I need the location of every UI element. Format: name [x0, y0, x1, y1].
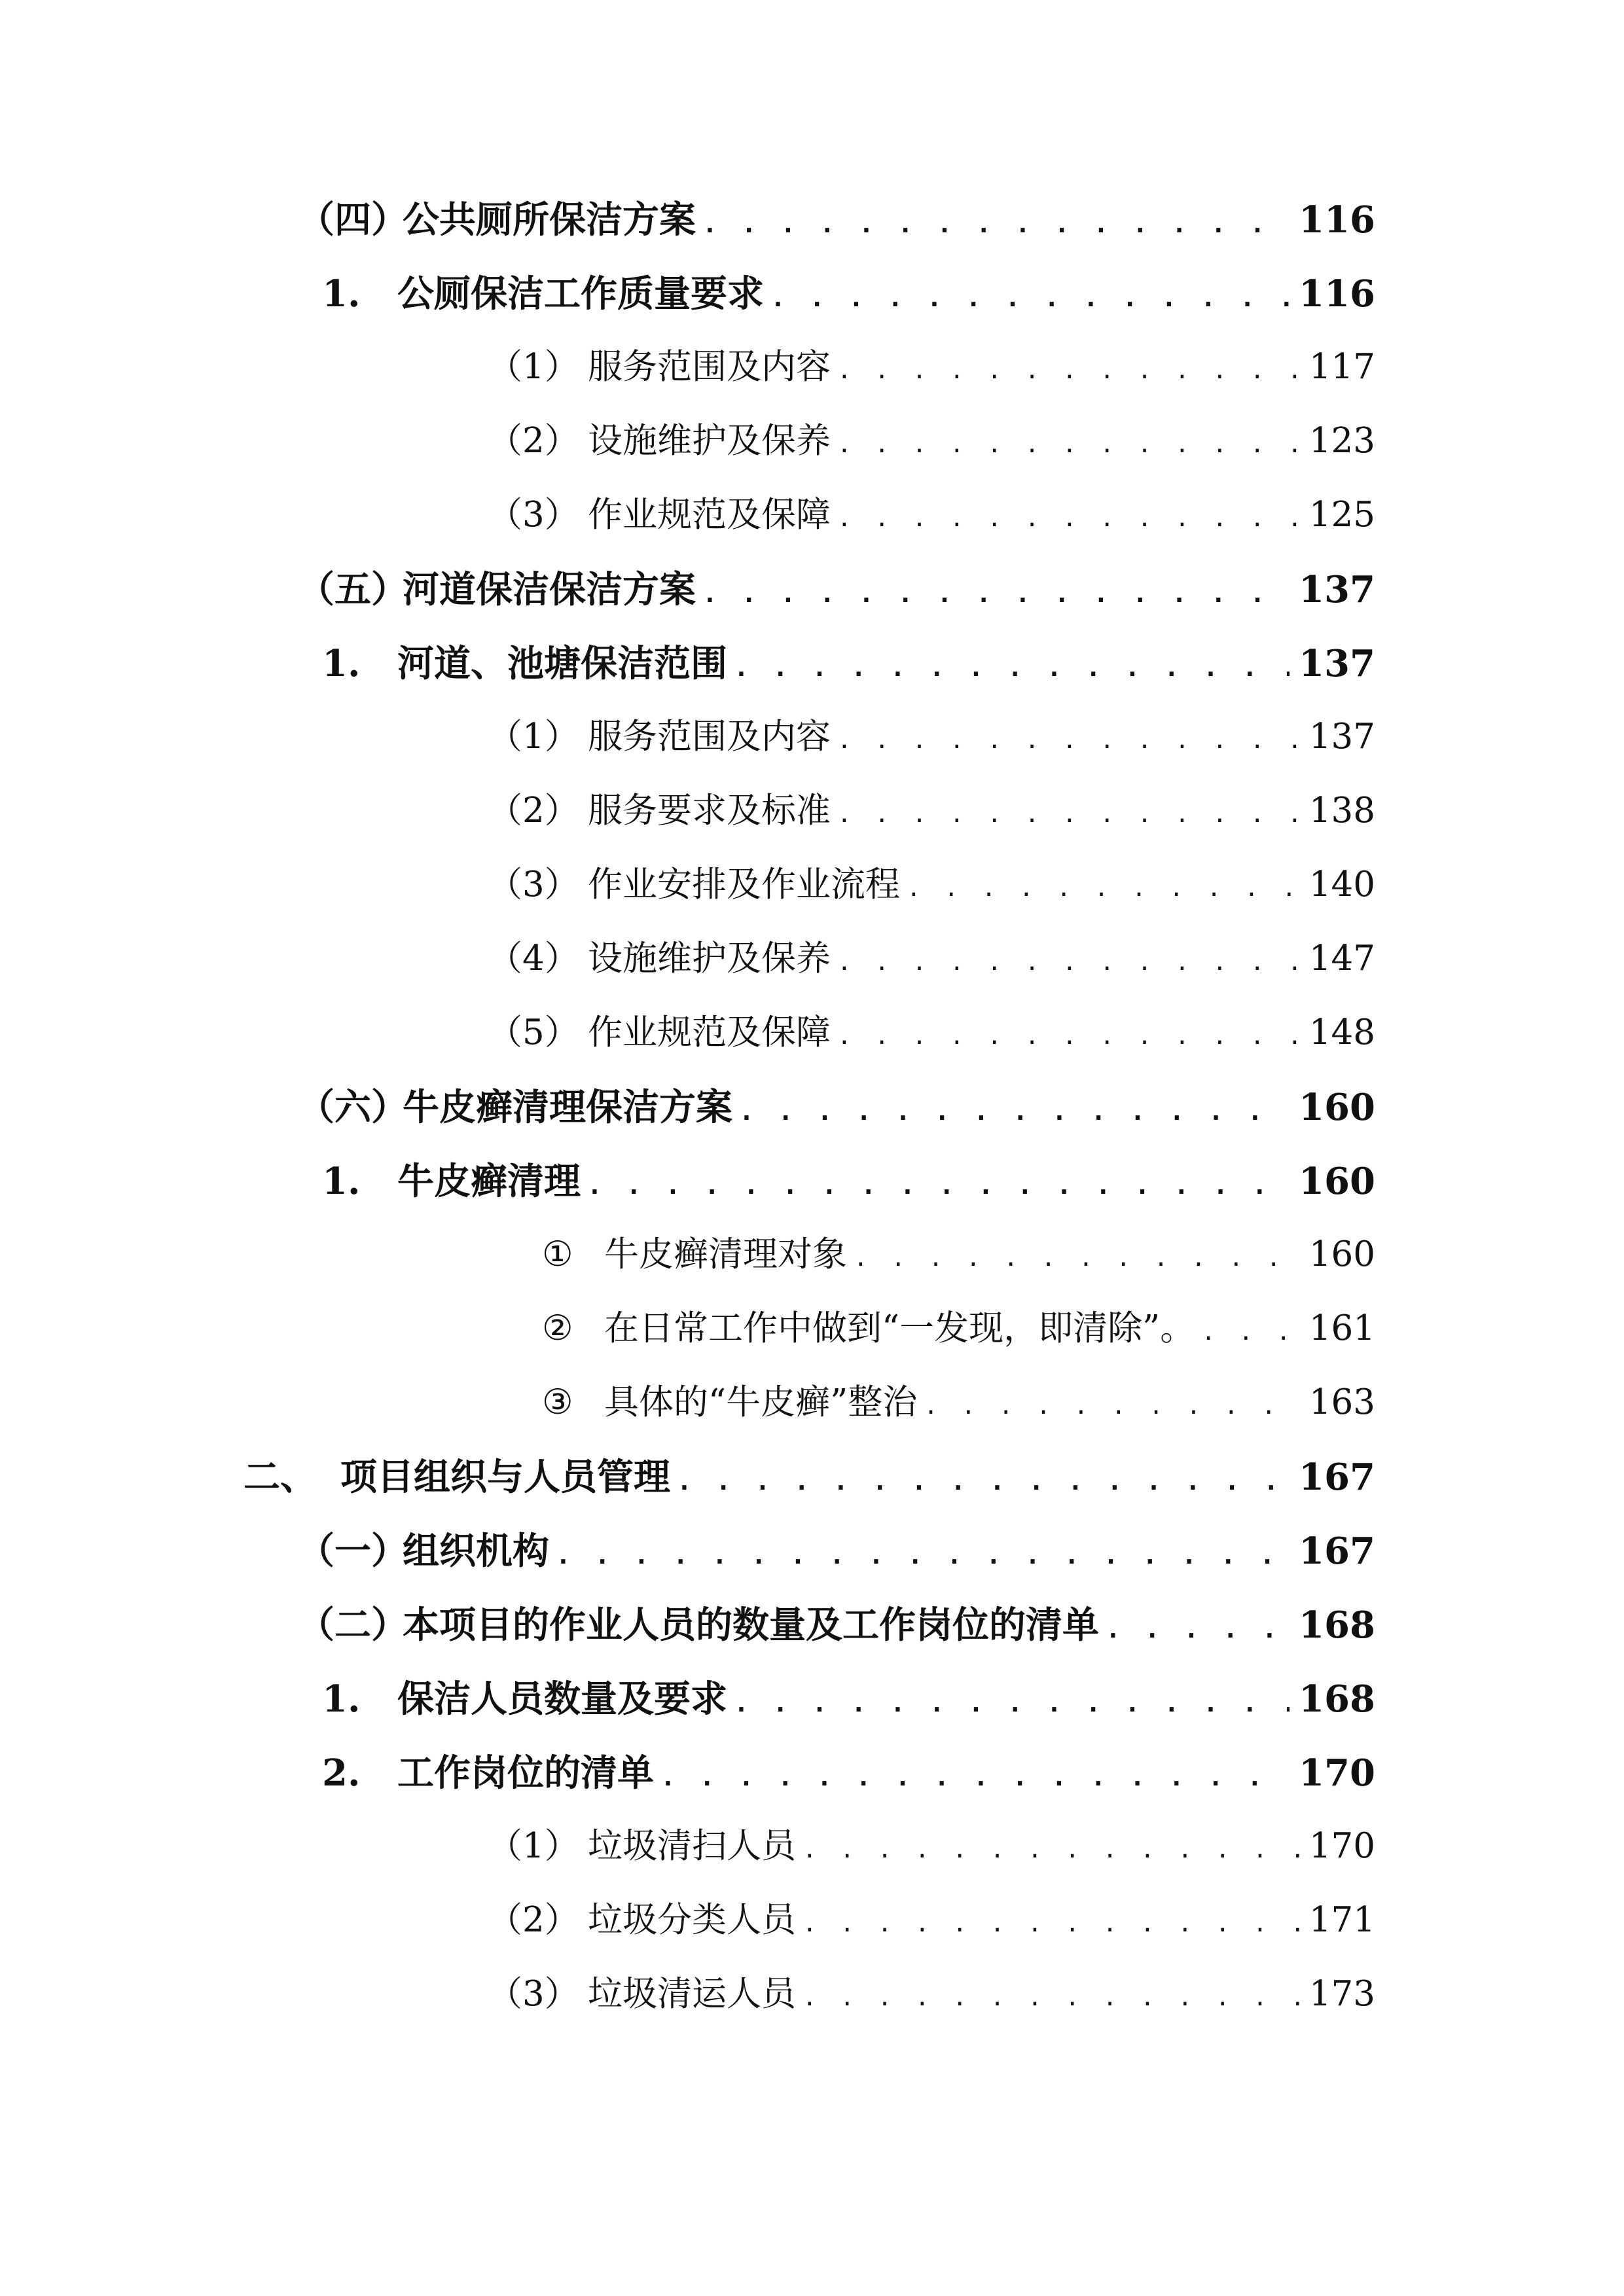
- toc-entry-number: （3）: [488, 1974, 579, 2014]
- toc-entry-title: 牛皮癣清理: [397, 1160, 581, 1203]
- toc-entry-title: 垃圾清扫人员: [588, 1826, 796, 1866]
- toc-entry-title: 河道保洁保洁方案: [403, 568, 696, 611]
- dot-leader: [734, 1689, 1290, 1717]
- dot-leader: [837, 1023, 1300, 1050]
- toc-entry[interactable]: [322, 635, 1375, 687]
- toc-entry-page: 167: [1299, 1530, 1375, 1573]
- toc-entry[interactable]: [244, 1448, 1375, 1501]
- toc-entry-title: 工作岗位的清单: [397, 1751, 654, 1795]
- toc-entry-number: （四）: [298, 198, 408, 242]
- toc-entry[interactable]: [488, 1005, 1375, 1057]
- toc-entry-title: 设施维护及保养: [588, 421, 831, 461]
- toc-entry[interactable]: [488, 709, 1375, 761]
- toc-entry[interactable]: [488, 783, 1375, 835]
- toc-entry-page: 116: [1299, 198, 1375, 242]
- toc-entry-page: 168: [1299, 1604, 1375, 1647]
- toc-entry[interactable]: [322, 1744, 1375, 1797]
- toc-entry-page: 171: [1308, 1900, 1375, 1940]
- toc-entry-page: 117: [1308, 347, 1375, 387]
- toc-entry[interactable]: [322, 265, 1375, 317]
- dot-leader: [734, 653, 1290, 682]
- dot-leader: [677, 1467, 1290, 1496]
- toc-entry[interactable]: [322, 1153, 1375, 1205]
- dot-leader: [770, 283, 1290, 312]
- dot-leader: [837, 505, 1300, 532]
- toc-entry-page: 163: [1308, 1382, 1375, 1422]
- toc-entry-title: 牛皮癣清理对象: [604, 1234, 847, 1274]
- toc-entry[interactable]: [488, 931, 1375, 983]
- toc-entry-page: 160: [1308, 1234, 1375, 1274]
- dot-leader: [702, 209, 1290, 238]
- toc-entry-title: 设施维护及保养: [588, 939, 831, 978]
- toc-entry-page: 125: [1308, 495, 1375, 535]
- toc-entry-number: 1.: [322, 1677, 361, 1721]
- toc-entry-number: （1）: [488, 1826, 579, 1866]
- toc-entry-number: 1.: [322, 1160, 361, 1203]
- toc-entry-number: （1）: [488, 347, 579, 387]
- toc-entry-page: 170: [1299, 1751, 1375, 1795]
- toc-entry[interactable]: [488, 1966, 1375, 2018]
- dot-leader: [803, 1837, 1300, 1863]
- toc-entry[interactable]: [542, 1227, 1375, 1279]
- toc-entry[interactable]: [488, 487, 1375, 539]
- toc-entry-title: 垃圾清运人员: [588, 1974, 796, 2014]
- toc-entry-number: 2.: [322, 1751, 361, 1795]
- toc-entry[interactable]: [488, 413, 1375, 465]
- toc-entry[interactable]: [488, 1818, 1375, 1871]
- toc-entry-title: 服务范围及内容: [588, 717, 831, 757]
- dot-leader: [837, 357, 1300, 384]
- dot-leader: [803, 1984, 1300, 2011]
- toc-entry-page: 137: [1299, 568, 1375, 611]
- toc-entry[interactable]: [322, 1670, 1375, 1723]
- toc-entry-number: （3）: [488, 495, 579, 535]
- toc-entry-page: 160: [1299, 1086, 1375, 1129]
- toc-entry-page: 148: [1308, 1013, 1375, 1052]
- toc-entry-number: （2）: [488, 791, 579, 831]
- toc-entry-number: （1）: [488, 717, 579, 757]
- toc-entry-title: 作业规范及保障: [588, 1013, 831, 1052]
- toc-entry-page: 137: [1299, 642, 1375, 685]
- toc-entry-title: 保洁人员数量及要求: [397, 1677, 727, 1721]
- toc-entry[interactable]: [298, 191, 1375, 243]
- dot-leader: [837, 801, 1300, 828]
- toc-entry-page: 116: [1299, 272, 1375, 315]
- toc-entry-number: （4）: [488, 939, 579, 978]
- dot-leader: [837, 949, 1300, 976]
- toc-entry-title: 牛皮癣清理保洁方案: [403, 1086, 732, 1129]
- dot-leader: [907, 875, 1300, 902]
- toc-entry-number: （五）: [298, 568, 408, 611]
- toc-entry[interactable]: [298, 1079, 1375, 1131]
- toc-entry-page: 147: [1308, 939, 1375, 978]
- toc-entry-title: 公共厕所保洁方案: [403, 198, 696, 242]
- toc-entry-number: ③: [542, 1382, 573, 1422]
- toc-entry-title: 具体的“牛皮癣”整治: [604, 1382, 918, 1422]
- toc-entry-title: 项目组织与人员管理: [340, 1456, 670, 1499]
- dot-leader: [702, 579, 1290, 608]
- dot-leader: [803, 1910, 1300, 1937]
- toc-entry-number: （六）: [298, 1086, 408, 1129]
- toc-entry-number: （2）: [488, 421, 579, 461]
- toc-entry-number: ①: [542, 1234, 573, 1274]
- dot-leader: [1106, 1615, 1290, 1643]
- dot-leader: [556, 1541, 1290, 1570]
- dot-leader: [837, 727, 1300, 754]
- toc-entry[interactable]: [488, 339, 1375, 391]
- toc-entry-page: 123: [1308, 421, 1375, 461]
- toc-entry-page: 168: [1299, 1677, 1375, 1721]
- dot-leader: [1201, 1319, 1300, 1346]
- toc-entry-number: 1.: [322, 642, 361, 685]
- toc-entry-page: 170: [1308, 1826, 1375, 1866]
- toc-entry[interactable]: [298, 1522, 1375, 1575]
- toc-entry[interactable]: [298, 561, 1375, 613]
- toc-entry[interactable]: [488, 1892, 1375, 1945]
- toc-entry-page: 167: [1299, 1456, 1375, 1499]
- toc-entry-number: （二）: [298, 1604, 408, 1647]
- toc-entry-number: （一）: [298, 1530, 408, 1573]
- toc-entry[interactable]: [488, 857, 1375, 909]
- toc-entry-page: 138: [1308, 791, 1375, 831]
- toc-entry-title: 在日常工作中做到“一发现，即清除”。: [604, 1308, 1195, 1348]
- toc-entry-title: 服务要求及标准: [588, 791, 831, 831]
- toc-entry-number: （5）: [488, 1013, 579, 1052]
- toc-entry-page: 137: [1308, 717, 1375, 757]
- toc-entry-title: 垃圾分类人员: [588, 1900, 796, 1940]
- dot-leader: [854, 1245, 1300, 1272]
- toc-entry-page: 140: [1308, 865, 1375, 905]
- toc-entry-title: 河道、池塘保洁范围: [397, 642, 727, 685]
- toc-entry-title: 服务范围及内容: [588, 347, 831, 387]
- toc-entry-page: 173: [1308, 1974, 1375, 2014]
- toc-entry[interactable]: [542, 1374, 1375, 1427]
- toc-entry-number: 1.: [322, 272, 361, 315]
- toc-entry[interactable]: [298, 1596, 1375, 1649]
- dot-leader: [587, 1171, 1290, 1200]
- toc-entry-number: （2）: [488, 1900, 579, 1940]
- toc-entry-title: 作业安排及作业流程: [588, 865, 900, 905]
- toc-entry-number: 二、: [244, 1456, 317, 1499]
- toc-entry-number: ②: [542, 1308, 573, 1348]
- toc-entry-title: 公厕保洁工作质量要求: [397, 272, 764, 315]
- dot-leader: [837, 431, 1300, 458]
- toc-entry[interactable]: [542, 1300, 1375, 1353]
- toc-entry-page: 160: [1299, 1160, 1375, 1203]
- dot-leader: [739, 1097, 1290, 1126]
- dot-leader: [660, 1763, 1290, 1791]
- dot-leader: [924, 1393, 1300, 1420]
- toc-entry-page: 161: [1308, 1308, 1375, 1348]
- toc-entry-title: 组织机构: [403, 1530, 549, 1573]
- toc-entry-number: （3）: [488, 865, 579, 905]
- toc-entry-title: 作业规范及保障: [588, 495, 831, 535]
- toc-entry-title: 本项目的作业人员的数量及工作岗位的清单: [403, 1604, 1099, 1647]
